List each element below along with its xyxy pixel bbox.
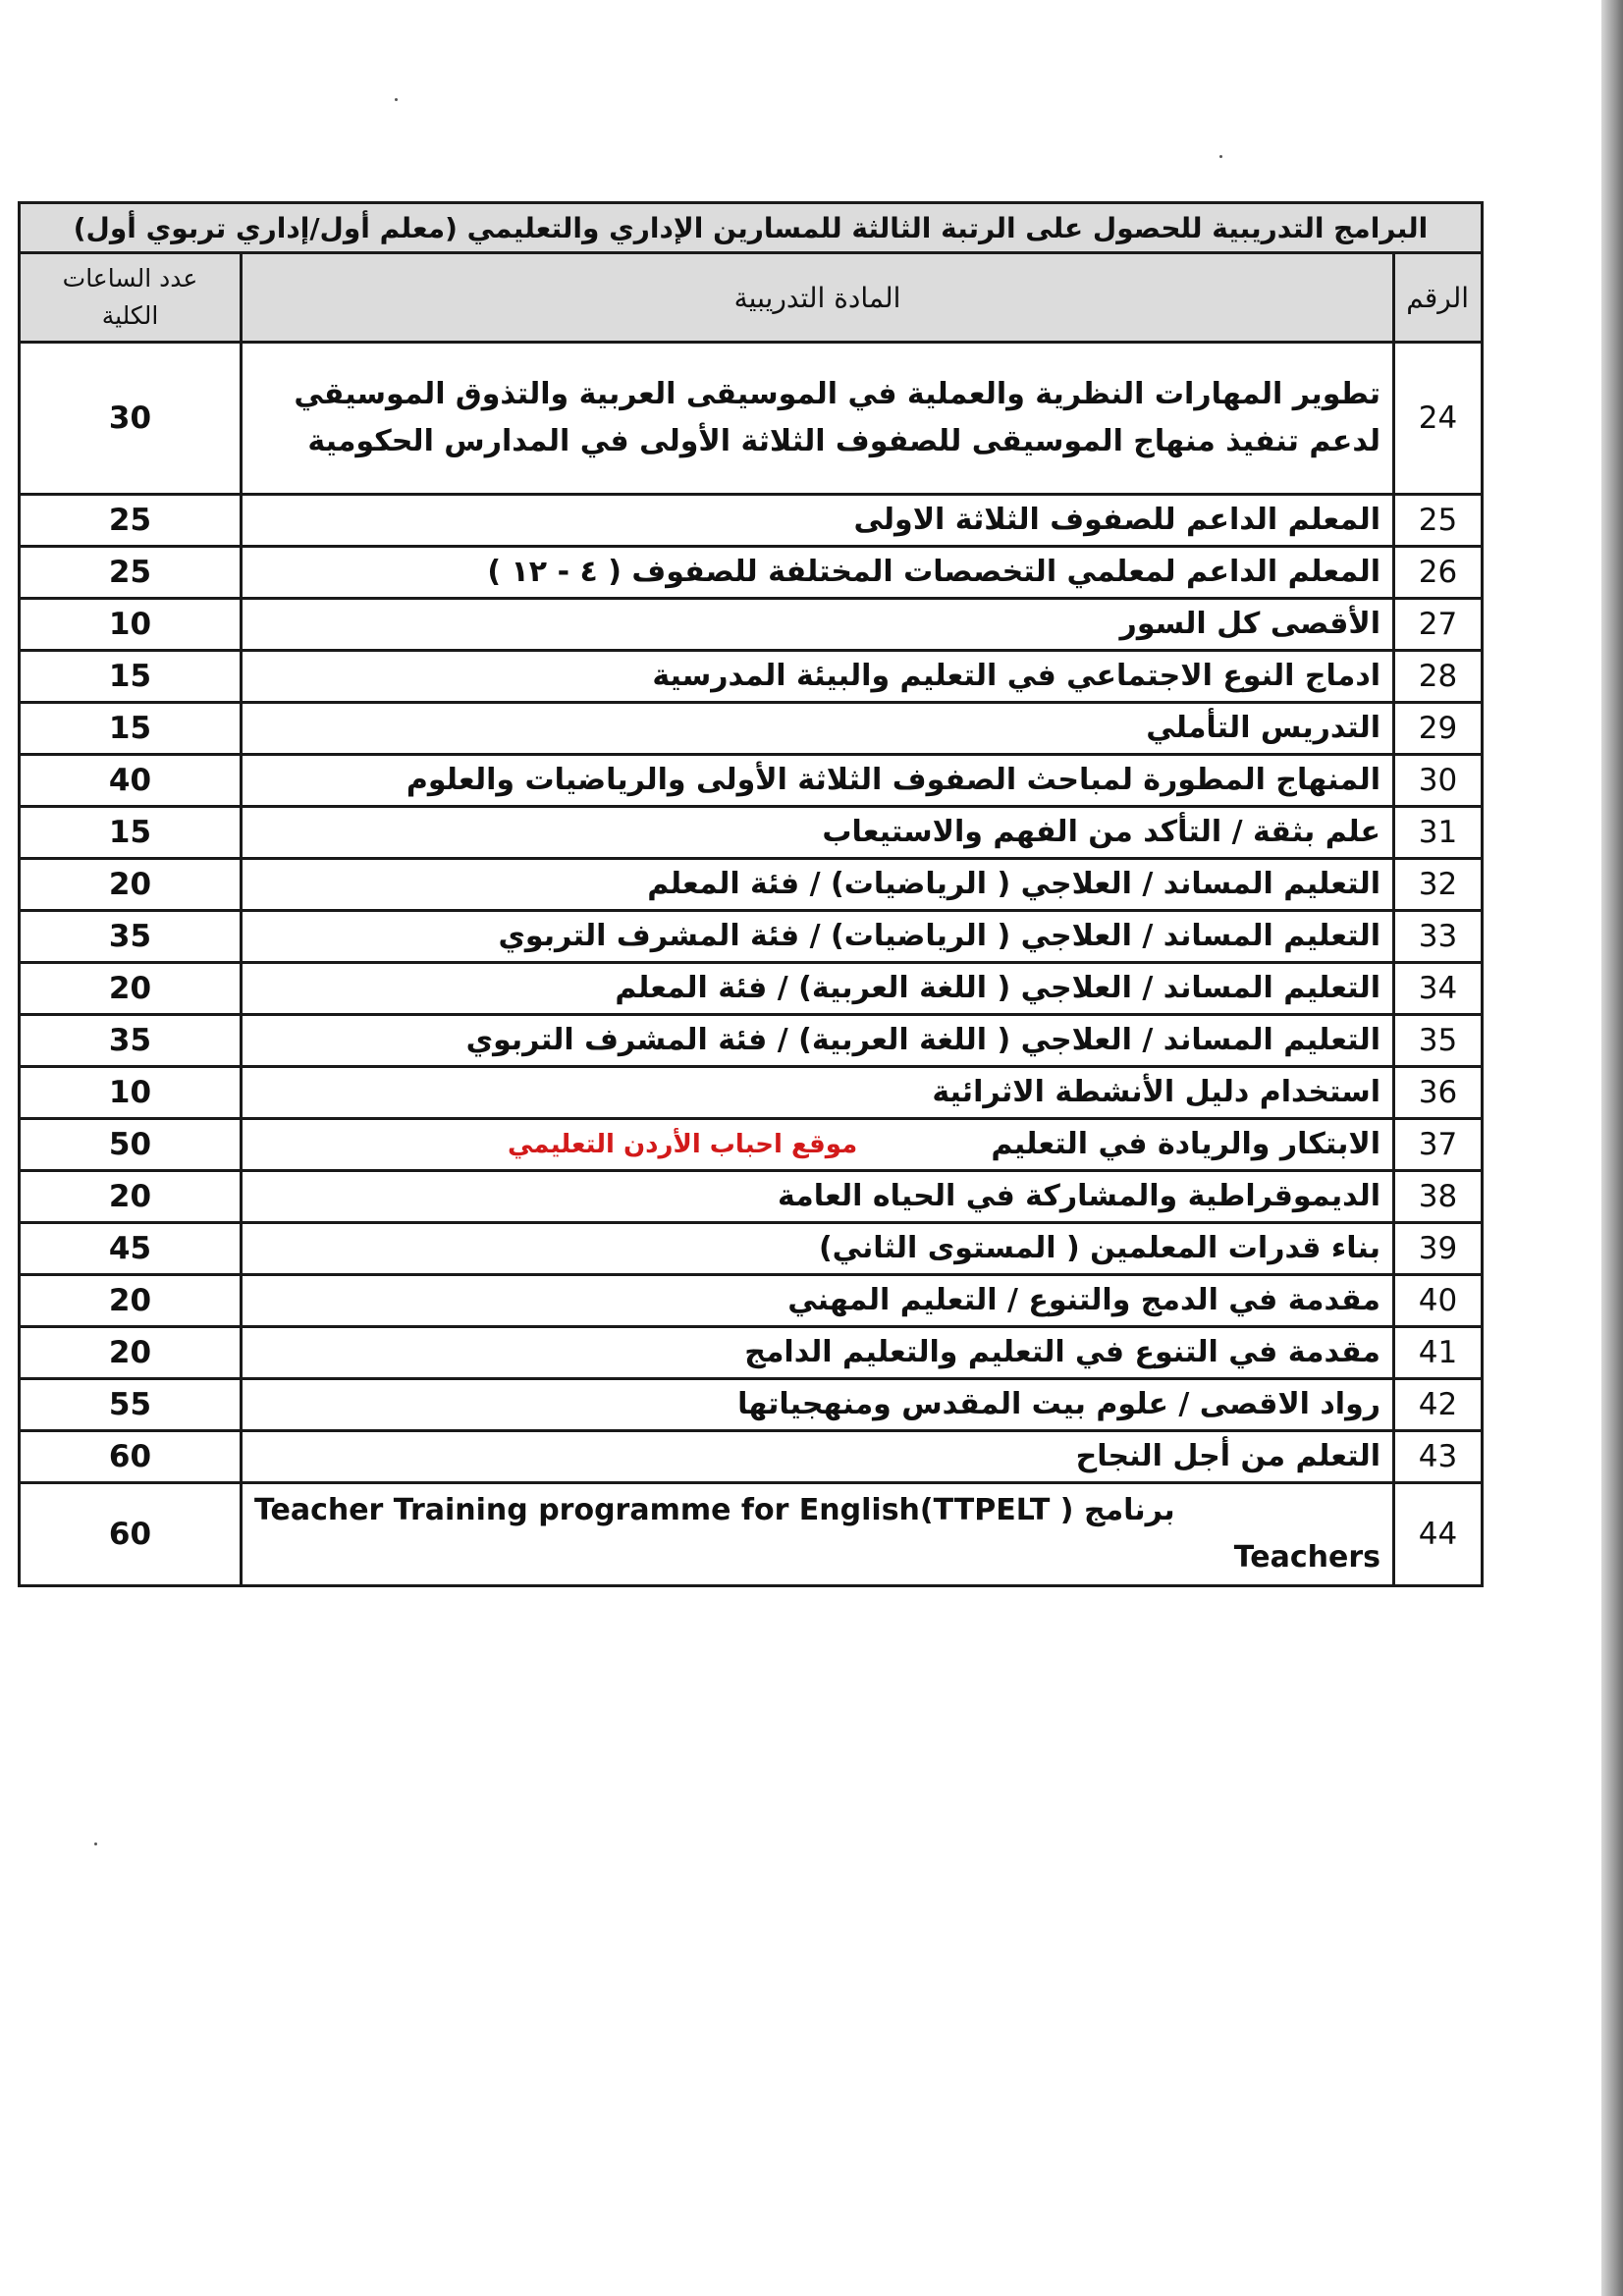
row-subject: استخدام دليل الأنشطة الاثرائية bbox=[242, 1067, 1394, 1119]
row-subject: التدريس التأملي bbox=[242, 703, 1394, 755]
row-subject-line2: Teachers bbox=[1233, 1540, 1380, 1575]
row-subject-line1: برنامج ( Teacher Training programme for English(TTPELT bbox=[254, 1493, 1175, 1527]
row-hours: 45 bbox=[20, 1223, 242, 1275]
table-row bbox=[20, 1015, 1483, 1067]
table-row bbox=[20, 547, 1483, 599]
row-number: 25 bbox=[1394, 495, 1483, 547]
table-row bbox=[20, 495, 1483, 547]
table-row bbox=[20, 859, 1483, 911]
table-row bbox=[20, 1067, 1483, 1119]
row-number: 37 bbox=[1394, 1119, 1483, 1171]
row-subject: ادماج النوع الاجتماعي في التعليم والبيئة المدرسية bbox=[242, 651, 1394, 703]
row-number: 30 bbox=[1394, 755, 1483, 807]
training-programs-table bbox=[18, 201, 1481, 1587]
row-hours: 20 bbox=[20, 963, 242, 1015]
row-number: 26 bbox=[1394, 547, 1483, 599]
row-number: 34 bbox=[1394, 963, 1483, 1015]
row-hours: 35 bbox=[20, 911, 242, 963]
row-number: 35 bbox=[1394, 1015, 1483, 1067]
row-hours: 10 bbox=[20, 1067, 242, 1119]
row-hours: 55 bbox=[20, 1379, 242, 1431]
row-subject: التعليم المساند / العلاجي ( الرياضيات) / فئة المشرف التربوي bbox=[242, 911, 1394, 963]
row-number: 43 bbox=[1394, 1431, 1483, 1483]
row-hours: 15 bbox=[20, 807, 242, 859]
document-title: البرامج التدريبية للحصول على الرتبة الثالثة للمسارين الإداري والتعليمي (معلم أول/إداري تربوي أول) bbox=[20, 203, 1483, 253]
row-number: 39 bbox=[1394, 1223, 1483, 1275]
row-hours: 20 bbox=[20, 1275, 242, 1327]
table-row bbox=[20, 1379, 1483, 1431]
row-subject-with-watermark bbox=[242, 1119, 1394, 1171]
row-subject: رواد الاقصى / علوم بيت المقدس ومنهجياتها bbox=[242, 1379, 1394, 1431]
row-subject: الديموقراطية والمشاركة في الحياه العامة bbox=[242, 1171, 1394, 1223]
row-hours: 20 bbox=[20, 1171, 242, 1223]
row-subject: الابتكار والريادة في التعليم bbox=[991, 1127, 1380, 1161]
row-subject: التعلم من أجل النجاح bbox=[242, 1431, 1394, 1483]
row-number: 29 bbox=[1394, 703, 1483, 755]
table-row bbox=[20, 807, 1483, 859]
column-header-number: الرقم bbox=[1394, 253, 1483, 343]
row-subject: المعلم الداعم لمعلمي التخصصات المختلفة للصفوف ( ٤ - ١٢ ) bbox=[242, 547, 1394, 599]
table-row bbox=[20, 1171, 1483, 1223]
row-hours: 25 bbox=[20, 547, 242, 599]
row-subject: مقدمة في التنوع في التعليم والتعليم الدامج bbox=[242, 1327, 1394, 1379]
row-subject: التعليم المساند / العلاجي ( الرياضيات) / فئة المعلم bbox=[242, 859, 1394, 911]
table-row bbox=[20, 963, 1483, 1015]
row-hours: 40 bbox=[20, 755, 242, 807]
row-number: 33 bbox=[1394, 911, 1483, 963]
row-number: 28 bbox=[1394, 651, 1483, 703]
row-number: 32 bbox=[1394, 859, 1483, 911]
row-hours: 60 bbox=[20, 1431, 242, 1483]
row-hours: 20 bbox=[20, 859, 242, 911]
column-header-subject: المادة التدريبية bbox=[242, 253, 1394, 343]
table-row bbox=[20, 343, 1483, 495]
row-number: 40 bbox=[1394, 1275, 1483, 1327]
table-row bbox=[20, 1327, 1483, 1379]
row-hours: 25 bbox=[20, 495, 242, 547]
header-row bbox=[20, 253, 1483, 343]
row-hours: 15 bbox=[20, 703, 242, 755]
row-hours: 15 bbox=[20, 651, 242, 703]
table-row bbox=[20, 911, 1483, 963]
row-subject: الأقصى كل السور bbox=[242, 599, 1394, 651]
watermark-text: موقع احباب الأردن التعليمي bbox=[508, 1130, 858, 1159]
row-subject: علم بثقة / التأكد من الفهم والاستيعاب bbox=[242, 807, 1394, 859]
row-subject-english bbox=[242, 1483, 1394, 1586]
row-number: 36 bbox=[1394, 1067, 1483, 1119]
row-hours: 30 bbox=[20, 343, 242, 495]
row-number: 31 bbox=[1394, 807, 1483, 859]
row-subject: التعليم المساند / العلاجي ( اللغة العربية) / فئة المشرف التربوي bbox=[242, 1015, 1394, 1067]
row-number: 24 bbox=[1394, 343, 1483, 495]
table-row bbox=[20, 1431, 1483, 1483]
column-header-hours: عدد الساعات الكلية bbox=[20, 253, 242, 343]
row-hours: 60 bbox=[20, 1483, 242, 1586]
row-number: 42 bbox=[1394, 1379, 1483, 1431]
row-hours: 20 bbox=[20, 1327, 242, 1379]
table-row bbox=[20, 1483, 1483, 1586]
table-row bbox=[20, 1119, 1483, 1171]
row-number: 44 bbox=[1394, 1483, 1483, 1586]
row-hours: 35 bbox=[20, 1015, 242, 1067]
row-subject: التعليم المساند / العلاجي ( اللغة العربية) / فئة المعلم bbox=[242, 963, 1394, 1015]
row-subject: مقدمة في الدمج والتنوع / التعليم المهني bbox=[242, 1275, 1394, 1327]
table-row bbox=[20, 1223, 1483, 1275]
row-hours: 50 bbox=[20, 1119, 242, 1171]
table-row bbox=[20, 651, 1483, 703]
scan-speck bbox=[94, 1842, 97, 1845]
row-number: 41 bbox=[1394, 1327, 1483, 1379]
table-row bbox=[20, 1275, 1483, 1327]
row-subject: المنهاج المطورة لمباحث الصفوف الثلاثة الأولى والرياضيات والعلوم bbox=[242, 755, 1394, 807]
scan-speck bbox=[395, 98, 398, 101]
scan-edge bbox=[1601, 0, 1623, 2296]
row-subject: بناء قدرات المعلمين ( المستوى الثاني) bbox=[242, 1223, 1394, 1275]
row-number: 27 bbox=[1394, 599, 1483, 651]
table-row bbox=[20, 703, 1483, 755]
row-subject: المعلم الداعم للصفوف الثلاثة الاولى bbox=[242, 495, 1394, 547]
row-hours: 10 bbox=[20, 599, 242, 651]
table-row bbox=[20, 599, 1483, 651]
scan-speck bbox=[1219, 155, 1222, 158]
row-subject: تطوير المهارات النظرية والعملية في الموسيقى العربية والتذوق الموسيقي لدعم تنفيذ منهاج الموسيقى للصفوف الثلاثة الأولى في المدارس الحكومية bbox=[242, 343, 1394, 495]
table-row bbox=[20, 755, 1483, 807]
row-number: 38 bbox=[1394, 1171, 1483, 1223]
